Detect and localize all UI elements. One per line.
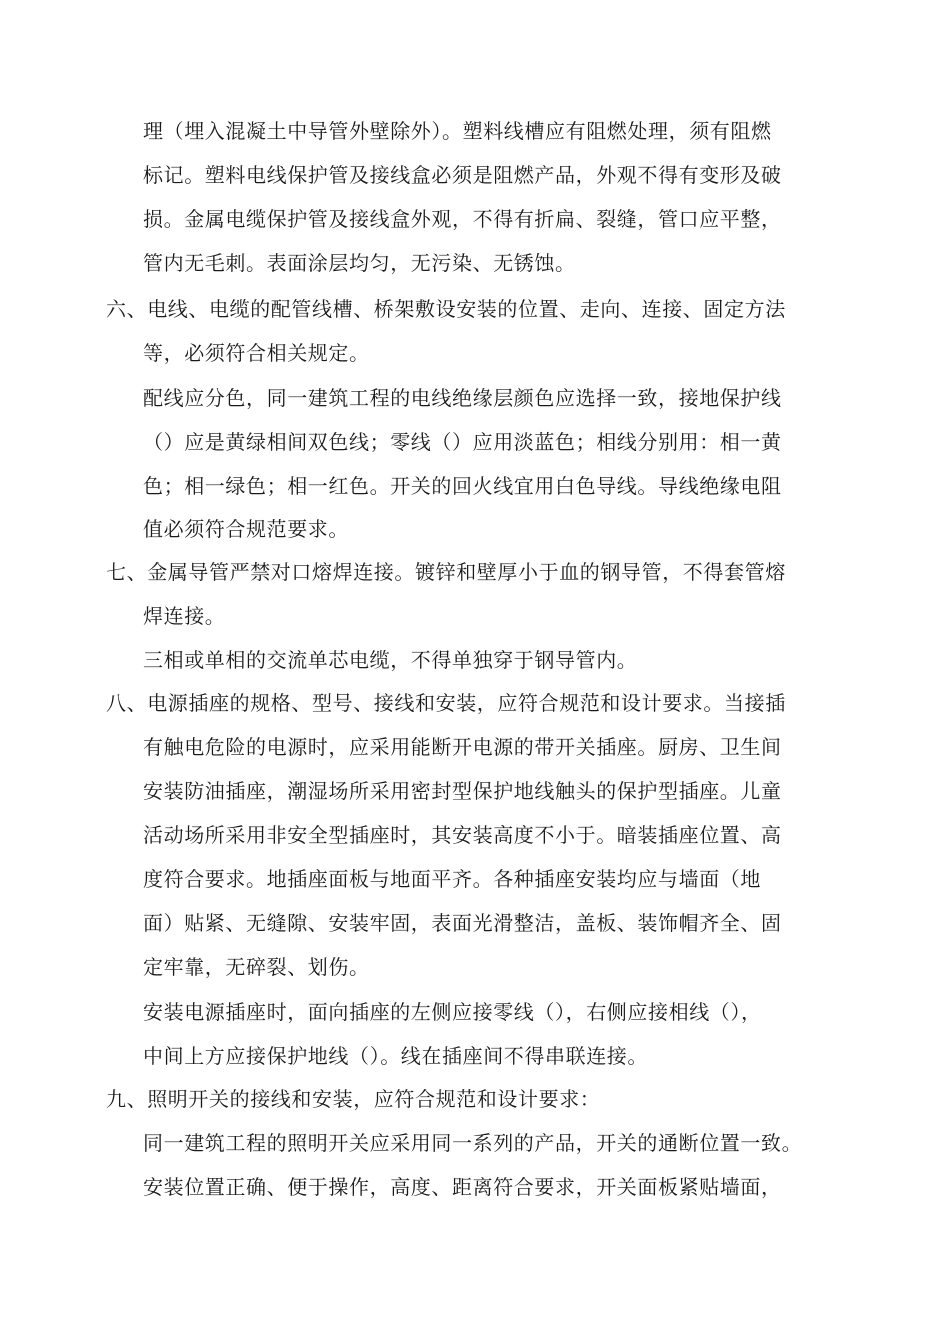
section-9-heading: 九、照明开关的接线和安装，应符合规范和设计要求：: [106, 1087, 601, 1111]
section-6-paragraph-line: 色；相一绿色；相一红色。开关的回火线宜用白色导线。导线绝缘电阻: [143, 474, 782, 498]
section-8-paragraph-line: 中间上方应接保护地线（）。线在插座间不得串联连接。: [143, 1044, 648, 1068]
section-8-heading-cont: 有触电危险的电源时，应采用能断开电源的带开关插座。厨房、卫生间: [143, 735, 782, 759]
continued-text-line: 标记。塑料电线保护管及接线盒必须是阻燃产品，外观不得有变形及破: [143, 163, 782, 187]
section-8-heading-cont: 面）贴紧、无缝隙、安装牢固，表面光滑整洁，盖板、装饰帽齐全、固: [143, 911, 782, 935]
section-8-paragraph-line: 安装电源插座时，面向插座的左侧应接零线（），右侧应接相线（），: [143, 1000, 762, 1024]
section-6-paragraph-line: 值必须符合规范要求。: [143, 517, 349, 541]
section-7-paragraph-line: 三相或单相的交流单芯电缆，不得单独穿于钢导管内。: [143, 648, 638, 672]
section-7-heading: 七、金属导管严禁对口熔焊连接。镀锌和壁厚小于血的钢导管，不得套管熔: [106, 560, 786, 584]
section-9-paragraph-line: 同一建筑工程的照明开关应采用同一系列的产品，开关的通断位置一致。: [143, 1131, 803, 1155]
section-9-paragraph-line: 安装位置正确、便于操作，高度、距离符合要求，开关面板紧贴墙面，: [143, 1175, 782, 1199]
section-8-heading-cont: 活动场所采用非安全型插座时，其安装高度不小于。暗装插座位置、高: [143, 823, 782, 847]
section-8-heading-cont: 安装防油插座，潮湿场所采用密封型保护地线触头的保护型插座。儿童: [143, 779, 782, 803]
section-8-heading-cont: 度符合要求。地插座面板与地面平齐。各种插座安装均应与墙面（地: [143, 867, 761, 891]
section-8-heading-cont: 定牢靠，无碎裂、划伤。: [143, 955, 370, 979]
section-6-paragraph-line: 配线应分色，同一建筑工程的电线绝缘层颜色应选择一致，接地保护线: [143, 386, 782, 410]
continued-text-line: 损。金属电缆保护管及接线盒外观，不得有折扁、裂缝，管口应平整，: [143, 207, 782, 231]
section-8-heading: 八、电源插座的规格、型号、接线和安装，应符合规范和设计要求。当接插: [106, 691, 786, 715]
continued-text-line: 管内无毛刺。表面涂层均匀，无污染、无锈蚀。: [143, 251, 576, 275]
section-6-heading: 六、电线、电缆的配管线槽、桥架敷设安装的位置、走向、连接、固定方法: [106, 297, 786, 321]
section-6-paragraph-line: （）应是黄绿相间双色线；零线（）应用淡蓝色；相线分别用：相一黄: [143, 430, 782, 454]
continued-text-line: 理（埋入混凝土中导管外壁除外）。塑料线槽应有阻燃处理，须有阻燃: [143, 119, 772, 143]
section-6-heading-cont: 等，必须符合相关规定。: [143, 341, 370, 365]
section-7-heading-cont: 焊连接。: [143, 604, 226, 628]
